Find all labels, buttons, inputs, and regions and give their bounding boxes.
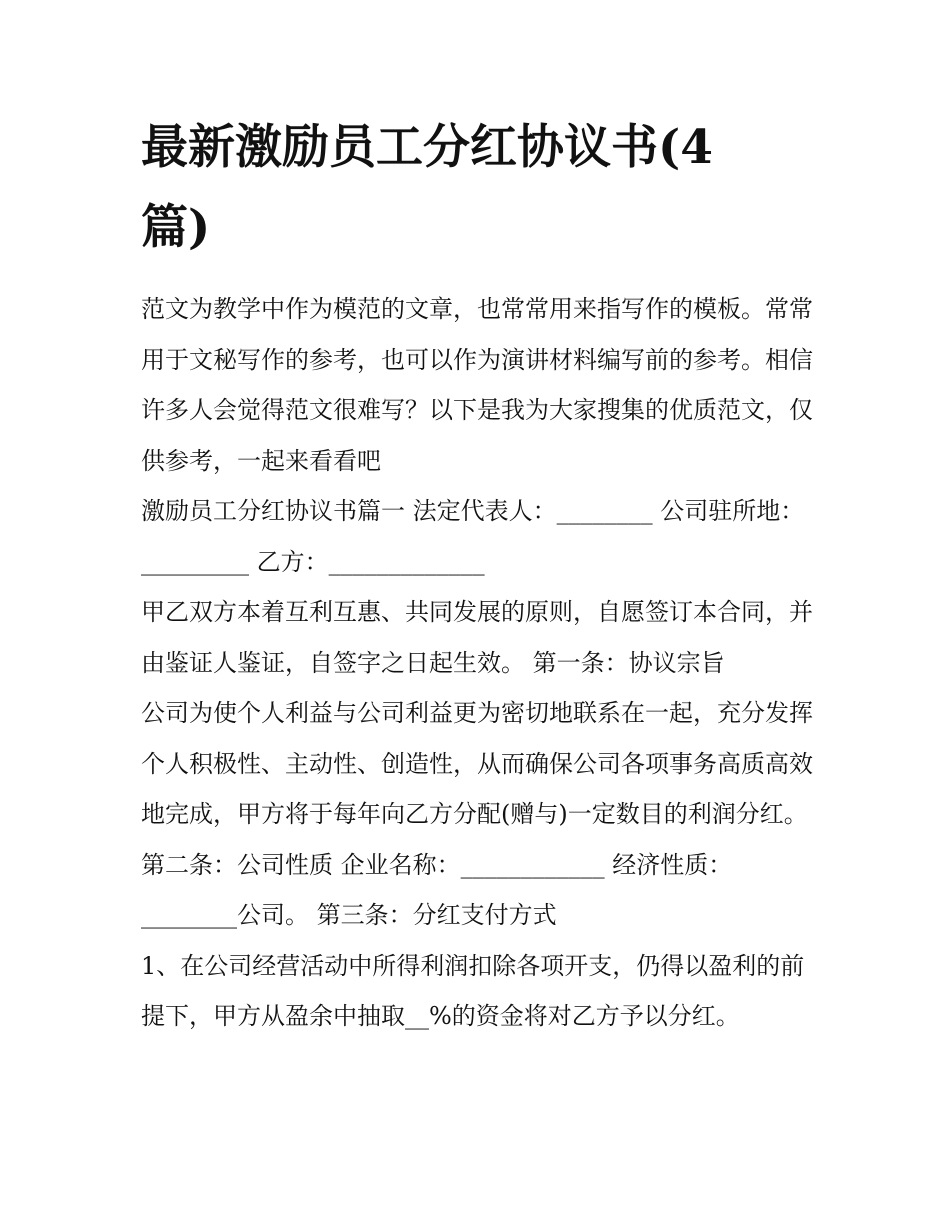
- document-body: [141, 284, 821, 1042]
- document-page: [141, 108, 821, 1042]
- document-title: 最新激励员工分红协议书(4篇): [141, 120, 713, 255]
- payment-clause-paragraph: 1、在公司经营活动中所得利润扣除各项开支，仍得以盈利的前提下，甲方从盈余中抽取__%的资金将对乙方予以分红。: [141, 951, 805, 1030]
- company-nature-paragraph: 第二条：公司性质 企业名称：____________ 经济性质：________公司。 第三条：分红支付方式: [141, 850, 733, 929]
- agreement-header-paragraph: 激励员工分红协议书篇一 法定代表人：________ 公司驻所地：_________ 乙方：_____________: [141, 497, 805, 576]
- intro-paragraph: 范文为教学中作为模范的文章，也常常用来指写作的模板。常常用于文秘写作的参考，也可以作为演讲材料编写前的参考。相信许多人会觉得范文很难写？以下是我为大家搜集的优质范文，仅供参考，一起来看看吧: [141, 295, 813, 475]
- principle-paragraph: 甲乙双方本着互利互惠、共同发展的原则，自愿签订本合同，并由鉴证人鉴证，自签字之日起生效。 第一条：协议宗旨: [141, 598, 813, 677]
- purpose-paragraph: 公司为使个人利益与公司利益更为密切地联系在一起，充分发挥个人积极性、主动性、创造性，从而确保公司各项事务高质高效地完成，甲方将于每年向乙方分配(赠与)一定数目的利润分红。: [141, 699, 813, 828]
